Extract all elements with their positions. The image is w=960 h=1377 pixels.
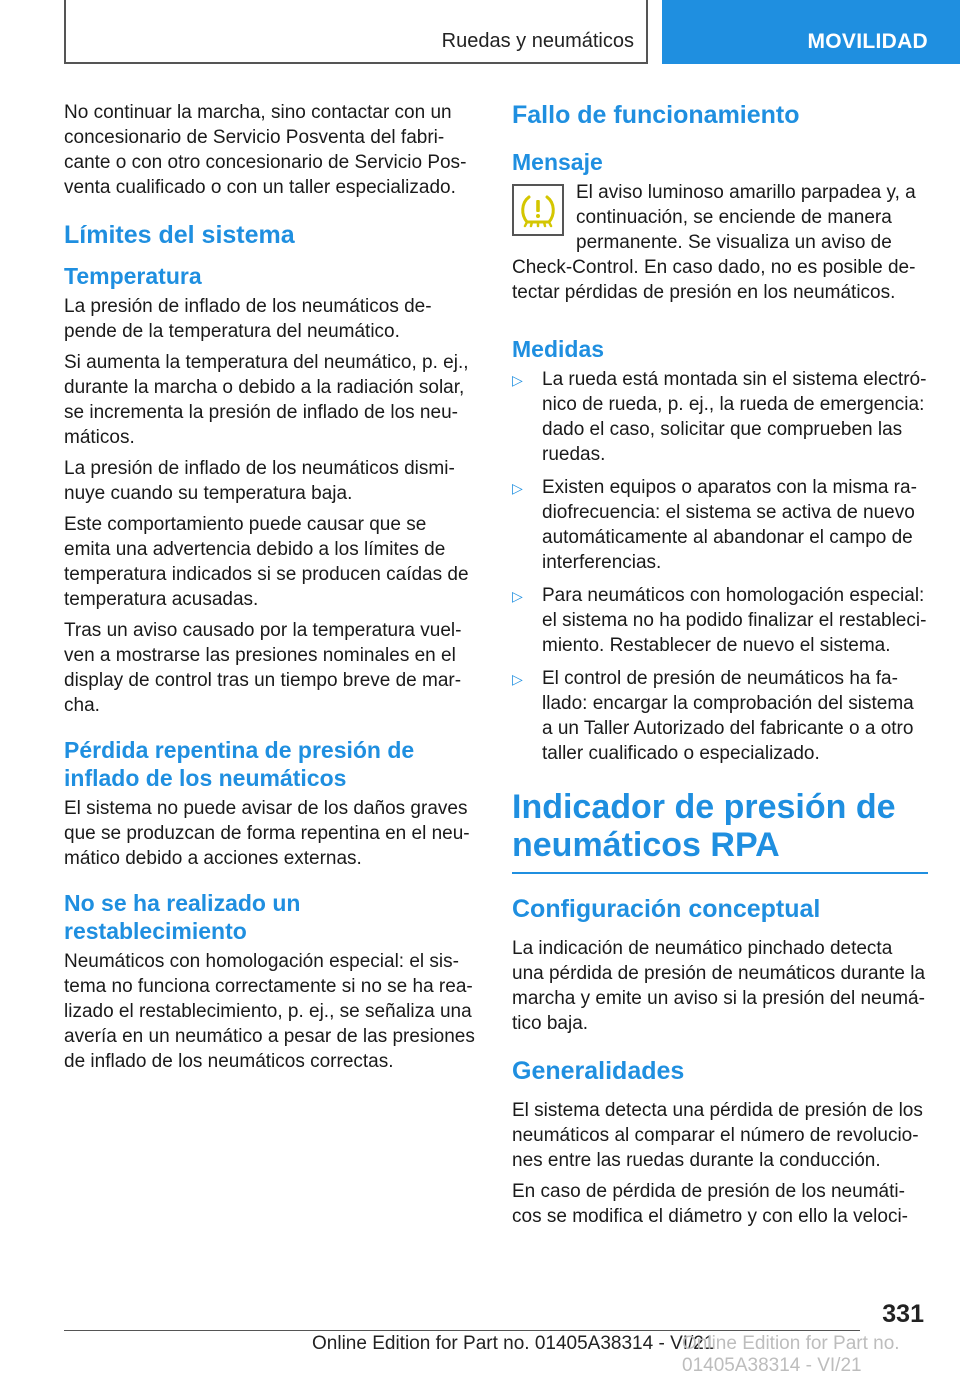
generalidades-paragraph-2: En caso de pérdida de presión de los neumáticos se modifica el diámetro y con ello la veloci- (512, 1181, 909, 1227)
tire-pressure-warning-icon (512, 184, 564, 236)
perdida-heading: Pérdida repentina de presión de inflado de los neumáticos (64, 737, 415, 791)
temperatura-paragraph-1: La presión de inflado de los neumáticos depende de la temperatura del neumático. (64, 296, 432, 342)
list-item: ▷ El control de presión de neumáticos ha fallado: encargar la comprobación del sistema a un Taller Autorizado del fabricante o a otro taller cualificado o especializado. (512, 668, 914, 764)
mensaje-paragraph: El aviso luminoso amarillo parpadea y, a continuación, se enciende de manera permanente. Se visualiza un aviso de Check-Control. En caso dado, no es posible detectar pérdidas de presión en los neumáticos. (512, 182, 916, 303)
perdida-paragraph: El sistema no puede avisar de los daños graves que se produzcan de forma repentina en el neumático debido a acciones externas. (64, 798, 470, 869)
bullet-marker-icon: ▷ (512, 671, 523, 687)
header-section-box (64, 0, 648, 64)
configuracion-paragraph: La indicación de neumático pinchado detecta una pérdida de presión de neumáticos durante la marcha y emite un aviso si la presión del neumático baja. (512, 938, 926, 1034)
intro-paragraph: No continuar la marcha, sino contactar con un concesionario de Servicio Posventa del fabricante o con otro concesionario de Servicio Posventa cualificado o con un taller especializado. (64, 102, 467, 198)
limites-heading: Límites del sistema (64, 221, 295, 249)
bullet-marker-icon: ▷ (512, 480, 523, 496)
list-item: ▷ Existen equipos o aparatos con la misma radiofrecuencia: el sistema se activa de nuevo automáticamente al abandonar el campo de interferencias. (512, 477, 917, 573)
restablecimiento-paragraph: Neumáticos con homologación especial: el sistema no funciona correctamente si no se ha realizado el restablecimiento, p. ej., se señaliza una avería en un neumático a pesar de las presiones de inflado de los neumáticos correctas. (64, 951, 475, 1072)
list-item: ▷ La rueda está montada sin el sistema electrónico de rueda, p. ej., la rueda de emergencia: dado el caso, solicitar que comprueben las ruedas. (512, 369, 927, 465)
bullet-marker-icon: ▷ (512, 588, 523, 604)
list-item: ▷ Para neumáticos con homologación especial: el sistema no ha podido finalizar el restablecimiento. Restablecer de nuevo el sistema. (512, 585, 927, 656)
footer-divider (64, 1330, 860, 1331)
header-section-title: Ruedas y neumáticos (441, 30, 634, 52)
configuracion-heading: Configuración conceptual (512, 895, 821, 923)
mensaje-block (512, 180, 928, 311)
watermark-text: Online Edition for Part no. 01405A38314 - VI/21 (682, 1333, 900, 1376)
medidas-heading: Medidas (512, 336, 605, 362)
temperatura-paragraph-4: Este comportamiento puede causar que se emita una advertencia debido a los límites de temperatura indicados si se producen caídas de temperatura acusadas. (64, 514, 469, 610)
medidas-list (512, 367, 928, 766)
header-chapter-tab (662, 0, 960, 64)
rpa-chapter-heading: Indicador de presión de neumáticos RPA (512, 788, 928, 874)
header-chapter-label: MOVILIDAD (807, 30, 928, 53)
page-number: 331 (882, 1300, 924, 1328)
temperatura-heading: Temperatura (64, 263, 202, 289)
mensaje-heading: Mensaje (512, 149, 603, 175)
generalidades-heading: Generalidades (512, 1057, 685, 1085)
temperatura-paragraph-5: Tras un aviso causado por la temperatura vuelven a mostrarse las presiones nominales en el display de control tras un tiempo breve de marcha. (64, 620, 462, 716)
left-column (64, 100, 476, 1080)
temperatura-paragraph-2: Si aumenta la temperatura del neumático, p. ej., durante la marcha o debido a la radiación solar, se incrementa la presión de inflado de los neumáticos. (64, 352, 469, 448)
fallo-heading: Fallo de funcionamiento (512, 101, 800, 129)
edition-note: Online Edition for Part no. 01405A38314 - VI/21 (312, 1333, 715, 1354)
generalidades-paragraph-1: El sistema detecta una pérdida de presión de los neumáticos al comparar el número de revoluciones entre las ruedas durante la conducción. (512, 1100, 923, 1171)
restablecimiento-heading: No se ha realizado un restablecimiento (64, 890, 301, 944)
bullet-marker-icon: ▷ (512, 372, 523, 388)
temperatura-paragraph-3: La presión de inflado de los neumáticos disminuye cuando su temperatura baja. (64, 458, 455, 504)
right-column (512, 100, 928, 1235)
